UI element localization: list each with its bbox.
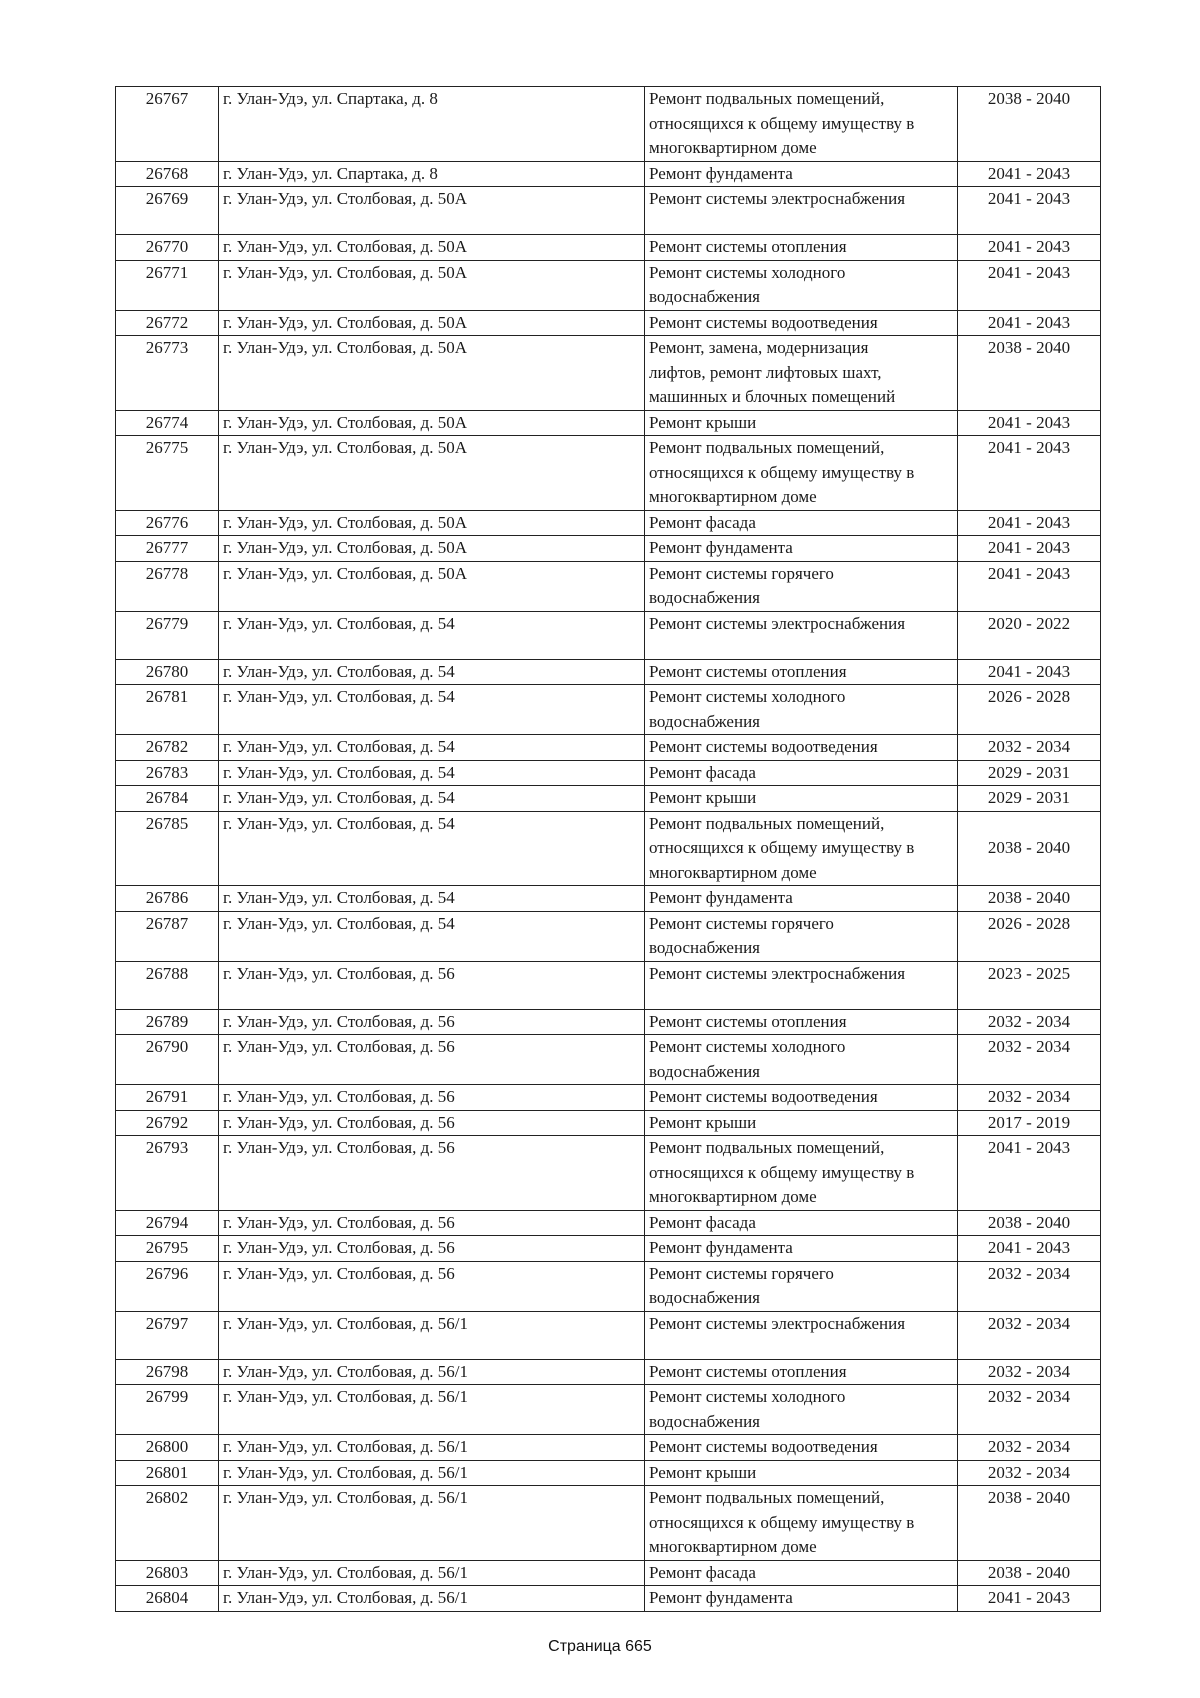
address-cell: г. Улан-Удэ, ул. Столбовая, д. 56 [219, 1009, 645, 1035]
address-cell: г. Улан-Удэ, ул. Столбовая, д. 56 [219, 1136, 645, 1211]
address-cell: г. Улан-Удэ, ул. Столбовая, д. 56/1 [219, 1359, 645, 1385]
period-cell: 2041 - 2043 [958, 310, 1101, 336]
period-cell: 2041 - 2043 [958, 536, 1101, 562]
table-row [116, 760, 1101, 786]
period-cell: 2041 - 2043 [958, 161, 1101, 187]
row-number-cell: 26801 [116, 1460, 219, 1486]
row-number-cell: 26774 [116, 410, 219, 436]
address-cell: г. Улан-Удэ, ул. Столбовая, д. 56/1 [219, 1311, 645, 1359]
table-row [116, 786, 1101, 812]
period-cell: 2038 - 2040 [958, 1486, 1101, 1561]
address-cell: г. Улан-Удэ, ул. Столбовая, д. 56 [219, 1261, 645, 1311]
period-cell: 2041 - 2043 [958, 436, 1101, 511]
address-cell: г. Улан-Удэ, ул. Столбовая, д. 50А [219, 260, 645, 310]
row-number-cell: 26796 [116, 1261, 219, 1311]
row-number-cell: 26785 [116, 811, 219, 886]
period-cell: 2032 - 2034 [958, 1359, 1101, 1385]
row-number-cell: 26776 [116, 510, 219, 536]
work-type-cell: Ремонт системы отопления [645, 235, 958, 261]
work-type-cell: Ремонт крыши [645, 1110, 958, 1136]
period-cell: 2020 - 2022 [958, 611, 1101, 659]
address-cell: г. Улан-Удэ, ул. Столбовая, д. 50А [219, 510, 645, 536]
work-type-cell: Ремонт, замена, модернизация лифтов, ремонт лифтовых шахт, машинных и блочных помещений [645, 336, 958, 411]
address-cell: г. Улан-Удэ, ул. Столбовая, д. 50А [219, 561, 645, 611]
work-type-cell: Ремонт системы электроснабжения [645, 187, 958, 235]
table-row [116, 611, 1101, 659]
row-number-cell: 26769 [116, 187, 219, 235]
table-row [116, 1110, 1101, 1136]
work-type-cell: Ремонт фасада [645, 510, 958, 536]
table-row [116, 886, 1101, 912]
period-cell: 2029 - 2031 [958, 786, 1101, 812]
table-row [116, 1435, 1101, 1461]
table-row [116, 1085, 1101, 1111]
row-number-cell: 26781 [116, 685, 219, 735]
table-row [116, 260, 1101, 310]
period-cell: 2032 - 2034 [958, 1035, 1101, 1085]
row-number-cell: 26800 [116, 1435, 219, 1461]
table-row [116, 659, 1101, 685]
row-number-cell: 26793 [116, 1136, 219, 1211]
period-cell: 2041 - 2043 [958, 410, 1101, 436]
period-cell: 2041 - 2043 [958, 1586, 1101, 1612]
work-type-cell: Ремонт фасада [645, 760, 958, 786]
address-cell: г. Улан-Удэ, ул. Столбовая, д. 54 [219, 886, 645, 912]
period-cell: 2026 - 2028 [958, 911, 1101, 961]
period-cell: 2041 - 2043 [958, 510, 1101, 536]
work-type-cell: Ремонт системы горячего водоснабжения [645, 1261, 958, 1311]
address-cell: г. Улан-Удэ, ул. Столбовая, д. 56/1 [219, 1460, 645, 1486]
work-type-cell: Ремонт системы водоотведения [645, 735, 958, 761]
row-number-cell: 26782 [116, 735, 219, 761]
period-cell: 2038 - 2040 [958, 336, 1101, 411]
period-cell: 2032 - 2034 [958, 1460, 1101, 1486]
address-cell: г. Улан-Удэ, ул. Столбовая, д. 56 [219, 1085, 645, 1111]
table-row [116, 1236, 1101, 1262]
period-cell: 2026 - 2028 [958, 685, 1101, 735]
row-number-cell: 26767 [116, 87, 219, 162]
period-cell: 2038 - 2040 [958, 811, 1101, 886]
work-type-cell: Ремонт фасада [645, 1210, 958, 1236]
row-number-cell: 26795 [116, 1236, 219, 1262]
table-row [116, 1359, 1101, 1385]
table-row [116, 1486, 1101, 1561]
work-type-cell: Ремонт системы электроснабжения [645, 611, 958, 659]
row-number-cell: 26803 [116, 1560, 219, 1586]
table-row [116, 911, 1101, 961]
address-cell: г. Улан-Удэ, ул. Столбовая, д. 50А [219, 187, 645, 235]
address-cell: г. Улан-Удэ, ул. Столбовая, д. 56 [219, 1210, 645, 1236]
row-number-cell: 26790 [116, 1035, 219, 1085]
work-type-cell: Ремонт системы отопления [645, 1009, 958, 1035]
address-cell: г. Улан-Удэ, ул. Столбовая, д. 50А [219, 310, 645, 336]
row-number-cell: 26799 [116, 1385, 219, 1435]
table-row [116, 87, 1101, 162]
work-type-cell: Ремонт системы отопления [645, 659, 958, 685]
address-cell: г. Улан-Удэ, ул. Столбовая, д. 56/1 [219, 1435, 645, 1461]
work-type-cell: Ремонт системы электроснабжения [645, 961, 958, 1009]
row-number-cell: 26772 [116, 310, 219, 336]
address-cell: г. Улан-Удэ, ул. Столбовая, д. 56/1 [219, 1486, 645, 1561]
address-cell: г. Улан-Удэ, ул. Столбовая, д. 54 [219, 811, 645, 886]
row-number-cell: 26787 [116, 911, 219, 961]
work-type-cell: Ремонт фундамента [645, 536, 958, 562]
work-type-cell: Ремонт системы электроснабжения [645, 1311, 958, 1359]
address-cell: г. Улан-Удэ, ул. Столбовая, д. 56/1 [219, 1560, 645, 1586]
period-cell: 2041 - 2043 [958, 561, 1101, 611]
table-row [116, 1586, 1101, 1612]
table-row [116, 536, 1101, 562]
table-row [116, 1560, 1101, 1586]
address-cell: г. Улан-Удэ, ул. Спартака, д. 8 [219, 161, 645, 187]
work-type-cell: Ремонт системы холодного водоснабжения [645, 1035, 958, 1085]
table-row [116, 561, 1101, 611]
work-type-cell: Ремонт системы водоотведения [645, 1435, 958, 1461]
row-number-cell: 26788 [116, 961, 219, 1009]
row-number-cell: 26768 [116, 161, 219, 187]
period-cell: 2041 - 2043 [958, 187, 1101, 235]
row-number-cell: 26789 [116, 1009, 219, 1035]
row-number-cell: 26778 [116, 561, 219, 611]
row-number-cell: 26798 [116, 1359, 219, 1385]
work-type-cell: Ремонт системы горячего водоснабжения [645, 911, 958, 961]
work-type-cell: Ремонт фундамента [645, 886, 958, 912]
address-cell: г. Улан-Удэ, ул. Столбовая, д. 50А [219, 235, 645, 261]
address-cell: г. Улан-Удэ, ул. Столбовая, д. 56/1 [219, 1586, 645, 1612]
address-cell: г. Улан-Удэ, ул. Столбовая, д. 56 [219, 1035, 645, 1085]
period-cell: 2032 - 2034 [958, 1009, 1101, 1035]
table-row [116, 410, 1101, 436]
address-cell: г. Улан-Удэ, ул. Столбовая, д. 54 [219, 911, 645, 961]
period-cell: 2038 - 2040 [958, 1210, 1101, 1236]
work-type-cell: Ремонт крыши [645, 1460, 958, 1486]
row-number-cell: 26794 [116, 1210, 219, 1236]
work-type-cell: Ремонт крыши [645, 786, 958, 812]
row-number-cell: 26773 [116, 336, 219, 411]
table-row [116, 336, 1101, 411]
address-cell: г. Улан-Удэ, ул. Столбовая, д. 54 [219, 760, 645, 786]
work-type-cell: Ремонт системы водоотведения [645, 310, 958, 336]
period-cell: 2023 - 2025 [958, 961, 1101, 1009]
work-type-cell: Ремонт системы холодного водоснабжения [645, 260, 958, 310]
table-row [116, 1311, 1101, 1359]
address-cell: г. Улан-Удэ, ул. Столбовая, д. 54 [219, 735, 645, 761]
work-type-cell: Ремонт фундамента [645, 161, 958, 187]
work-type-cell: Ремонт фундамента [645, 1236, 958, 1262]
period-cell: 2032 - 2034 [958, 1085, 1101, 1111]
address-cell: г. Улан-Удэ, ул. Столбовая, д. 50А [219, 336, 645, 411]
address-cell: г. Улан-Удэ, ул. Столбовая, д. 54 [219, 685, 645, 735]
period-cell: 2041 - 2043 [958, 659, 1101, 685]
table-row [116, 161, 1101, 187]
period-cell: 2032 - 2034 [958, 1435, 1101, 1461]
table-row [116, 735, 1101, 761]
work-type-cell: Ремонт системы водоотведения [645, 1085, 958, 1111]
period-cell: 2032 - 2034 [958, 1311, 1101, 1359]
table-row [116, 436, 1101, 511]
row-number-cell: 26804 [116, 1586, 219, 1612]
row-number-cell: 26786 [116, 886, 219, 912]
table-row [116, 961, 1101, 1009]
work-type-cell: Ремонт подвальных помещений, относящихся к общему имуществу в многоквартирном доме [645, 811, 958, 886]
work-type-cell: Ремонт подвальных помещений, относящихся к общему имуществу в многоквартирном доме [645, 87, 958, 162]
row-number-cell: 26777 [116, 536, 219, 562]
period-cell: 2041 - 2043 [958, 1236, 1101, 1262]
work-type-cell: Ремонт подвальных помещений, относящихся к общему имуществу в многоквартирном доме [645, 1136, 958, 1211]
table-row [116, 510, 1101, 536]
work-type-cell: Ремонт системы холодного водоснабжения [645, 1385, 958, 1435]
table-row [116, 811, 1101, 886]
work-type-cell: Ремонт подвальных помещений, относящихся к общему имуществу в многоквартирном доме [645, 436, 958, 511]
table-row [116, 1035, 1101, 1085]
address-cell: г. Улан-Удэ, ул. Столбовая, д. 54 [219, 611, 645, 659]
table-row [116, 235, 1101, 261]
period-cell: 2017 - 2019 [958, 1110, 1101, 1136]
address-cell: г. Улан-Удэ, ул. Столбовая, д. 54 [219, 659, 645, 685]
address-cell: г. Улан-Удэ, ул. Столбовая, д. 50А [219, 536, 645, 562]
address-cell: г. Улан-Удэ, ул. Столбовая, д. 50А [219, 436, 645, 511]
period-cell: 2029 - 2031 [958, 760, 1101, 786]
address-cell: г. Улан-Удэ, ул. Столбовая, д. 54 [219, 786, 645, 812]
row-number-cell: 26783 [116, 760, 219, 786]
table-row [116, 1009, 1101, 1035]
table-row [116, 1136, 1101, 1211]
table-row [116, 1261, 1101, 1311]
row-number-cell: 26792 [116, 1110, 219, 1136]
address-cell: г. Улан-Удэ, ул. Столбовая, д. 56 [219, 1236, 645, 1262]
period-cell: 2038 - 2040 [958, 87, 1101, 162]
work-type-cell: Ремонт системы горячего водоснабжения [645, 561, 958, 611]
row-number-cell: 26784 [116, 786, 219, 812]
row-number-cell: 26791 [116, 1085, 219, 1111]
page-number: Страница 665 [548, 1638, 652, 1655]
row-number-cell: 26775 [116, 436, 219, 511]
row-number-cell: 26770 [116, 235, 219, 261]
table-row [116, 1210, 1101, 1236]
work-type-cell: Ремонт системы отопления [645, 1359, 958, 1385]
period-cell: 2041 - 2043 [958, 260, 1101, 310]
work-type-cell: Ремонт подвальных помещений, относящихся к общему имуществу в многоквартирном доме [645, 1486, 958, 1561]
table-row [116, 685, 1101, 735]
period-cell: 2041 - 2043 [958, 1136, 1101, 1211]
period-cell: 2038 - 2040 [958, 886, 1101, 912]
period-cell: 2038 - 2040 [958, 1560, 1101, 1586]
address-cell: г. Улан-Удэ, ул. Спартака, д. 8 [219, 87, 645, 162]
period-cell: 2032 - 2034 [958, 735, 1101, 761]
table-row [116, 310, 1101, 336]
period-cell: 2032 - 2034 [958, 1261, 1101, 1311]
row-number-cell: 26779 [116, 611, 219, 659]
address-cell: г. Улан-Удэ, ул. Столбовая, д. 50А [219, 410, 645, 436]
work-type-cell: Ремонт фундамента [645, 1586, 958, 1612]
row-number-cell: 26771 [116, 260, 219, 310]
address-cell: г. Улан-Удэ, ул. Столбовая, д. 56 [219, 1110, 645, 1136]
work-schedule-table [115, 86, 1101, 1612]
table-row [116, 1460, 1101, 1486]
period-cell: 2041 - 2043 [958, 235, 1101, 261]
table-row [116, 187, 1101, 235]
row-number-cell: 26780 [116, 659, 219, 685]
address-cell: г. Улан-Удэ, ул. Столбовая, д. 56 [219, 961, 645, 1009]
work-type-cell: Ремонт системы холодного водоснабжения [645, 685, 958, 735]
table-row [116, 1385, 1101, 1435]
work-type-cell: Ремонт фасада [645, 1560, 958, 1586]
period-cell: 2032 - 2034 [958, 1385, 1101, 1435]
table-body [116, 87, 1101, 1612]
work-type-cell: Ремонт крыши [645, 410, 958, 436]
row-number-cell: 26797 [116, 1311, 219, 1359]
row-number-cell: 26802 [116, 1486, 219, 1561]
address-cell: г. Улан-Удэ, ул. Столбовая, д. 56/1 [219, 1385, 645, 1435]
